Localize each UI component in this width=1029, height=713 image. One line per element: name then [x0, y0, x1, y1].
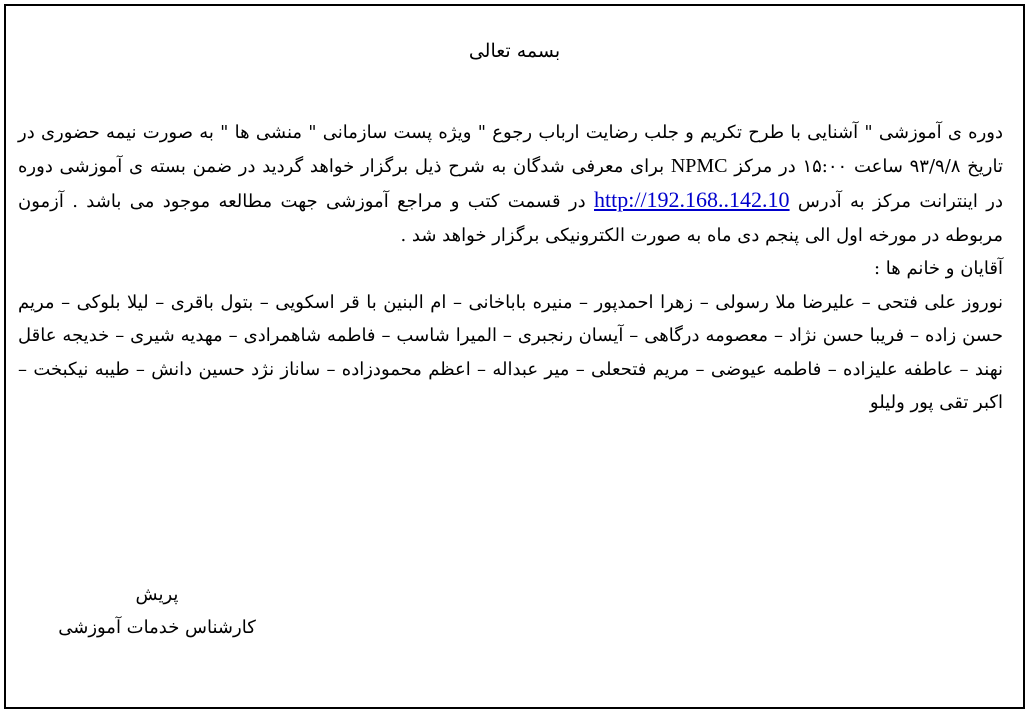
intro-text-part1: دوره ی آموزشی " آشنایی با طرح تکریم و جلب رضایت ارباب رجوع " ویژه پست سازمانی " منشی ها " به صورت نیمه حضوری در تاریخ ۹۳/۹/۸ ساعت ۱۵:۰۰ در مرکز [18, 122, 1004, 177]
center-name: NPMC [670, 154, 728, 177]
letter-body [18, 116, 1003, 420]
intro-text-part2: برای معرفی شدگان به شرح ذیل برگزار خواهد گردید در ضمن بسته ی آموزشی دوره در اینترانت مرکز به آدرس [18, 155, 1003, 212]
intranet-link[interactable]: http://192.168..142.10 [594, 187, 790, 212]
letter [6, 6, 1023, 707]
participants-list: نوروز علی فتحی – علیرضا ملا رسولی – زهرا احمدپور – منیره باباخانی – ام البنین با قر اسکویی – بتول باقری – لیلا بلوکی – مریم حسن زاده – فریبا حسن نژاد – معصومه درگاهی – آیسان رنجبری – المیرا شاسب – فاطمه شاهمرادی – مهدیه شیری – خدیجه عاقل نهند – عاطفه علیزاده – فاطمه عیوضی – مریم فتحعلی – میر عبداله – اعظم محمودزاده – ساناز نژد حسین دانش – طیبه نیکبخت – اکبر تقی پور ولیلو [18, 291, 1004, 413]
signature-name: پریش [135, 584, 179, 605]
intro-text-part3: در قسمت کتب و مراجع آموزشی جهت مطالعه موجود می باشد . آزمون مربوطه در مورخه اول الی پنجم دی ماه به صورت الکترونیکی برگزار خواهد شد . [18, 191, 1003, 246]
participants-label: آقایان و خانم ها : [873, 258, 1003, 279]
letter-heading: بسمه تعالی [468, 40, 561, 62]
signature-title: کارشناس خدمات آموزشی [58, 617, 256, 638]
document-frame [4, 4, 1025, 709]
signature-block [47, 578, 267, 644]
intro-paragraph [18, 116, 1003, 252]
